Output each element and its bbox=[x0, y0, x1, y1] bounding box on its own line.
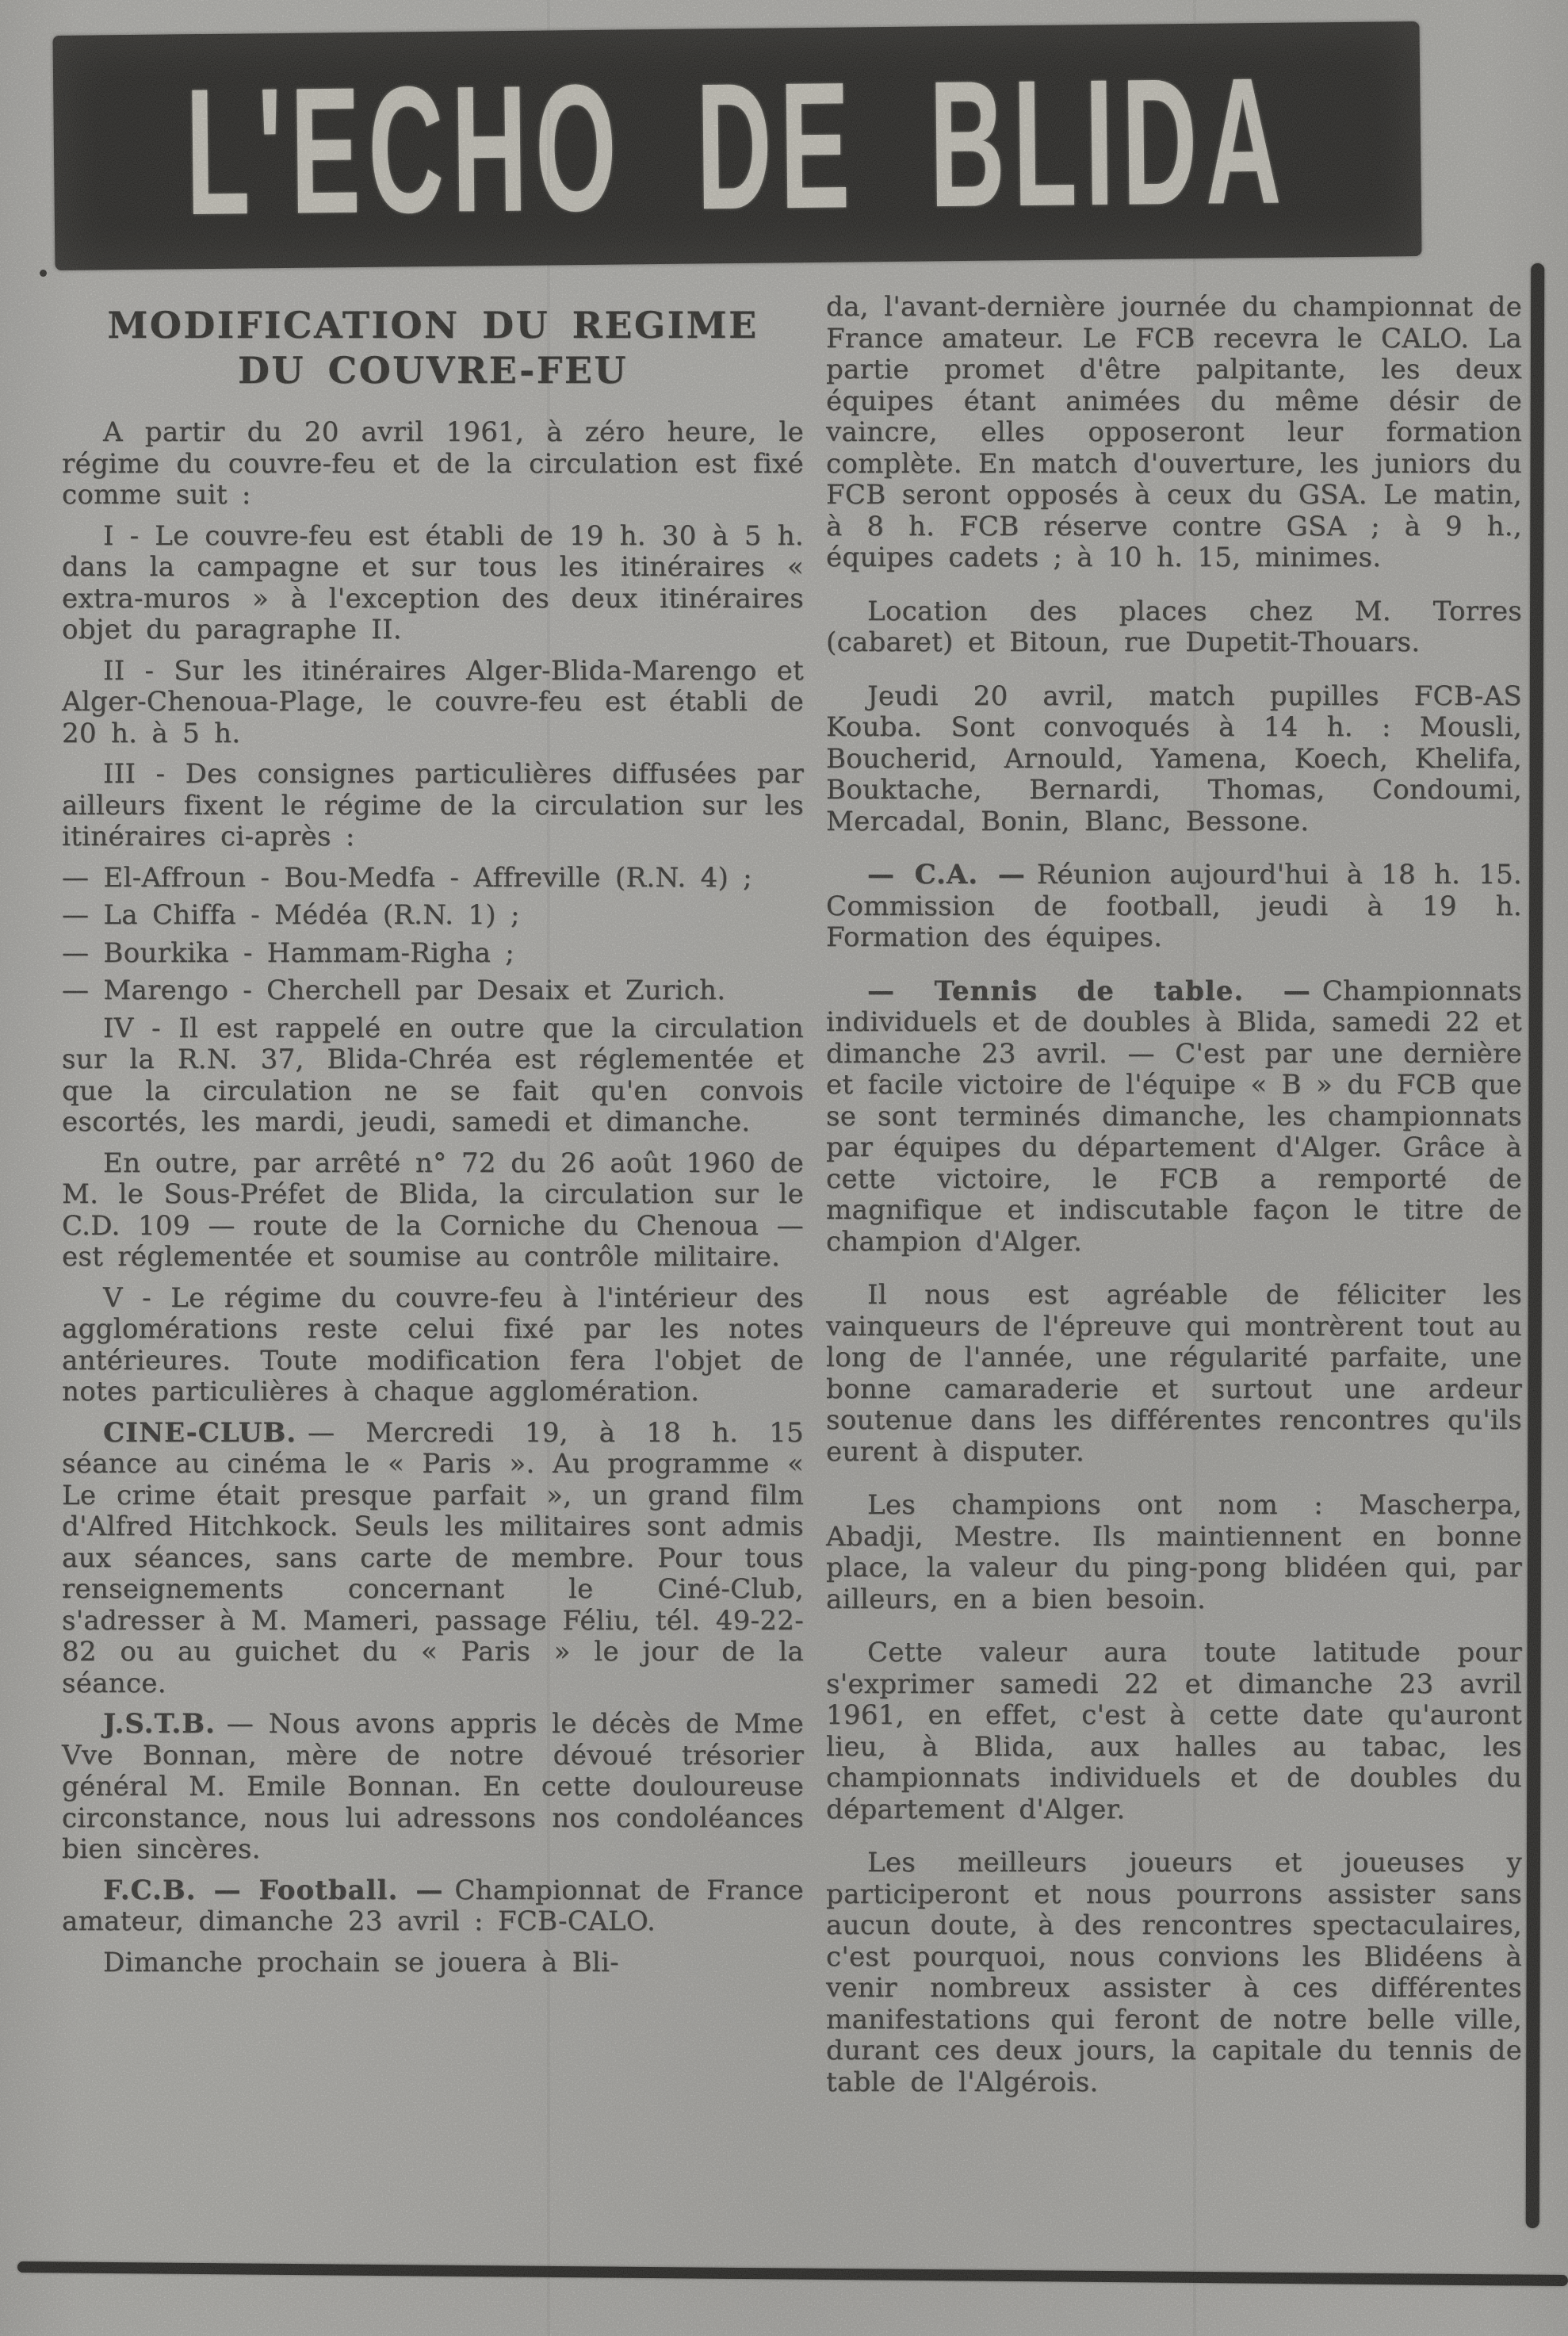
notice-fcb-football bbox=[62, 1875, 804, 1938]
column-left bbox=[62, 295, 804, 1988]
masthead-banner bbox=[52, 21, 1421, 270]
notice-lead: J.S.T.B. bbox=[103, 1708, 216, 1740]
article-heading-line2: DU COUVRE-FEU bbox=[237, 349, 629, 392]
notice-ca bbox=[826, 860, 1522, 954]
paragraph-felicitations: Il nous est agréable de féliciter les vainqueurs de l'épreuve qui montrèrent tout au long de l'année, une régularité parfaite, une bonne camaraderie et surtout une ardeur soutenue dans les différentes rencontres qu'ils eurent à disputer. bbox=[826, 1279, 1522, 1468]
paragraph-curfew-5: En outre, par arrêté n° 72 du 26 août 1960 de M. le Sous-Préfet de Blida, la circulation sur le C.D. 109 — route de la Corniche du Chenoua — est réglementée et soumise au contrôle militaire. bbox=[62, 1147, 804, 1273]
notice-text: Championnat de France amateur, dimanche 23 avril : FCB-CALO. bbox=[62, 1874, 804, 1937]
notice-jstb bbox=[62, 1709, 804, 1866]
right-column-rule bbox=[1526, 263, 1544, 2228]
bottom-rule bbox=[17, 2261, 1568, 2286]
notice-text: Championnats individuels et de doubles à Blida, samedi 22 et dimanche 23 avril. — C'est par une dernière et facile victoire de l'équipe « B » du FCB que se sont terminés dimanche, les championnats par équipes du département d'Alger. Grâce à cette victoire, le FCB a remporté de magnifique et indiscutable façon le titre de champion d'Alger. bbox=[826, 975, 1522, 1258]
paragraph-champions: Les champions ont nom : Mascherpa, Abadji, Mestre. Ils maintiennent en bonne place, la valeur du ping-pong blidéen qui, par ailleurs, en a bien besoin. bbox=[826, 1489, 1522, 1615]
paragraph-curfew-1: I - Le couvre-feu est établi de 19 h. 30 à 5 h. dans la campagne et sur tous les itinéraires « extra-muros » à l'exception des deux itinéraires objet du paragraphe II. bbox=[62, 519, 804, 645]
paragraph-valeur: Cette valeur aura toute latitude pour s'exprimer samedi 22 et dimanche 23 avril 1961, en effet, c'est à cette date qu'auront lieu, à Blida, aux halles au tabac, les championnats individuels et de doubles du département d'Alger. bbox=[826, 1637, 1522, 1825]
notice-cine-club bbox=[62, 1418, 804, 1700]
paragraph-location: Location des places chez M. Torres (cabaret) et Bitoun, rue Dupetit-Thouars. bbox=[826, 595, 1522, 658]
paragraph-curfew-3: III - Des consignes particulières diffusées par ailleurs fixent le régime de la circulation sur les itinéraires ci-après : bbox=[62, 758, 804, 852]
route-item: — La Chiffa - Médéa (R.N. 1) ; bbox=[62, 899, 520, 931]
notice-lead: — C.A. — bbox=[867, 859, 1026, 890]
masthead-title: L'ECHO DE BLIDA bbox=[185, 40, 1290, 252]
article-heading-line1: MODIFICATION DU REGIME bbox=[107, 304, 759, 347]
notice-tennis-de-table bbox=[826, 976, 1522, 1258]
route-item: — Marengo - Cherchell par Desaix et Zurich. bbox=[62, 975, 726, 1006]
notice-lead: F.C.B. — Football. — bbox=[103, 1874, 444, 1906]
notice-text: — Nous avons appris le décès de Mme Vve Bonnan, mère de notre dévoué trésorier général M. Emile Bonnan. En cette douloureuse circonstance, nous lui adressons nos condoléances bien sincères. bbox=[62, 1708, 804, 1865]
paragraph-curfew-4: IV - Il est rappelé en outre que la circulation sur la R.N. 37, Blida-Chréa est réglementée et que la circulation ne se fait qu'en convois escortés, les mardi, jeudi, samedi et dimanche. bbox=[62, 1012, 804, 1138]
ink-speck bbox=[40, 270, 47, 277]
paragraph-convocation: Jeudi 20 avril, match pupilles FCB-AS Kouba. Sont convoqués à 14 h. : Mousli, Boucherid, Arnould, Yamena, Koech, Khelifa, Bouktache, Bernardi, Thomas, Condoumi, Mercadal, Bonin, Blanc, Bessone. bbox=[826, 680, 1522, 837]
paragraph-intro: A partir du 20 avril 1961, à zéro heure, le régime du couvre-feu et de la circulation est fixé comme suit : bbox=[62, 416, 804, 511]
route-item: — El-Affroun - Bou-Medfa - Affreville (R.N. 4) ; bbox=[62, 861, 752, 894]
paragraph-conclusion: Les meilleurs joueurs et joueuses y participeront et nous pourrons assister sans aucun doute, à des rencontres spectaculaires, c'est pourquoi, nous convions les Blidéens à venir nombreux assister à ces différentes manifestations qui feront de notre belle ville, durant ces deux jours, la capitale du tennis de table de l'Algérois. bbox=[826, 1847, 1522, 2098]
column-right bbox=[826, 292, 1522, 2108]
notice-text: Réunion aujourd'hui à 18 h. 15. Commission de football, jeudi à 19 h. Formation des équipes. bbox=[826, 859, 1522, 953]
notice-text: — Mercredi 19, à 18 h. 15 séance au cinéma le « Paris ». Au programme « Le crime était presque parfait », un grand film d'Alfred Hitchkock. Seuls les militaires sont admis aux séances, sans carte de membre. Pour tous renseignements concernant le Ciné-Club, s'adresser à M. Mameri, passage Féliu, tél. 49-22-82 ou au guichet du « Paris » le jour de la séance. bbox=[62, 1416, 804, 1699]
notice-lead: — Tennis de table. — bbox=[867, 975, 1311, 1007]
paragraph-fcb-match: da, l'avant-dernière journée du championnat de France amateur. Le FCB recevra le CALO. La partie promet d'être palpitante, les deux équipes étant animées du même désir de vaincre, elles opposeront leur formation complète. En match d'ouverture, les juniors du FCB seront opposés à ceux du GSA. Le matin, à 8 h. FCB réserve contre GSA ; à 9 h., équipes cadets ; à 10 h. 15, minimes. bbox=[826, 291, 1522, 573]
route-item: — Bourkika - Hammam-Righa ; bbox=[62, 936, 515, 969]
paragraph-continuation-start: Dimanche prochain se jouera à Bli- bbox=[103, 1946, 619, 1978]
paragraph-curfew-6: V - Le régime du couvre-feu à l'intérieur des agglomérations reste celui fixé par les notes antérieures. Toute modification fera l'objet de notes particulières à chaque agglomération. bbox=[62, 1281, 804, 1407]
notice-lead: CINE-CLUB. bbox=[103, 1416, 297, 1449]
paragraph-curfew-2: II - Sur les itinéraires Alger-Blida-Marengo et Alger-Chenoua-Plage, le couvre-feu est établi de 20 h. à 5 h. bbox=[62, 654, 804, 749]
article-heading bbox=[62, 303, 804, 393]
